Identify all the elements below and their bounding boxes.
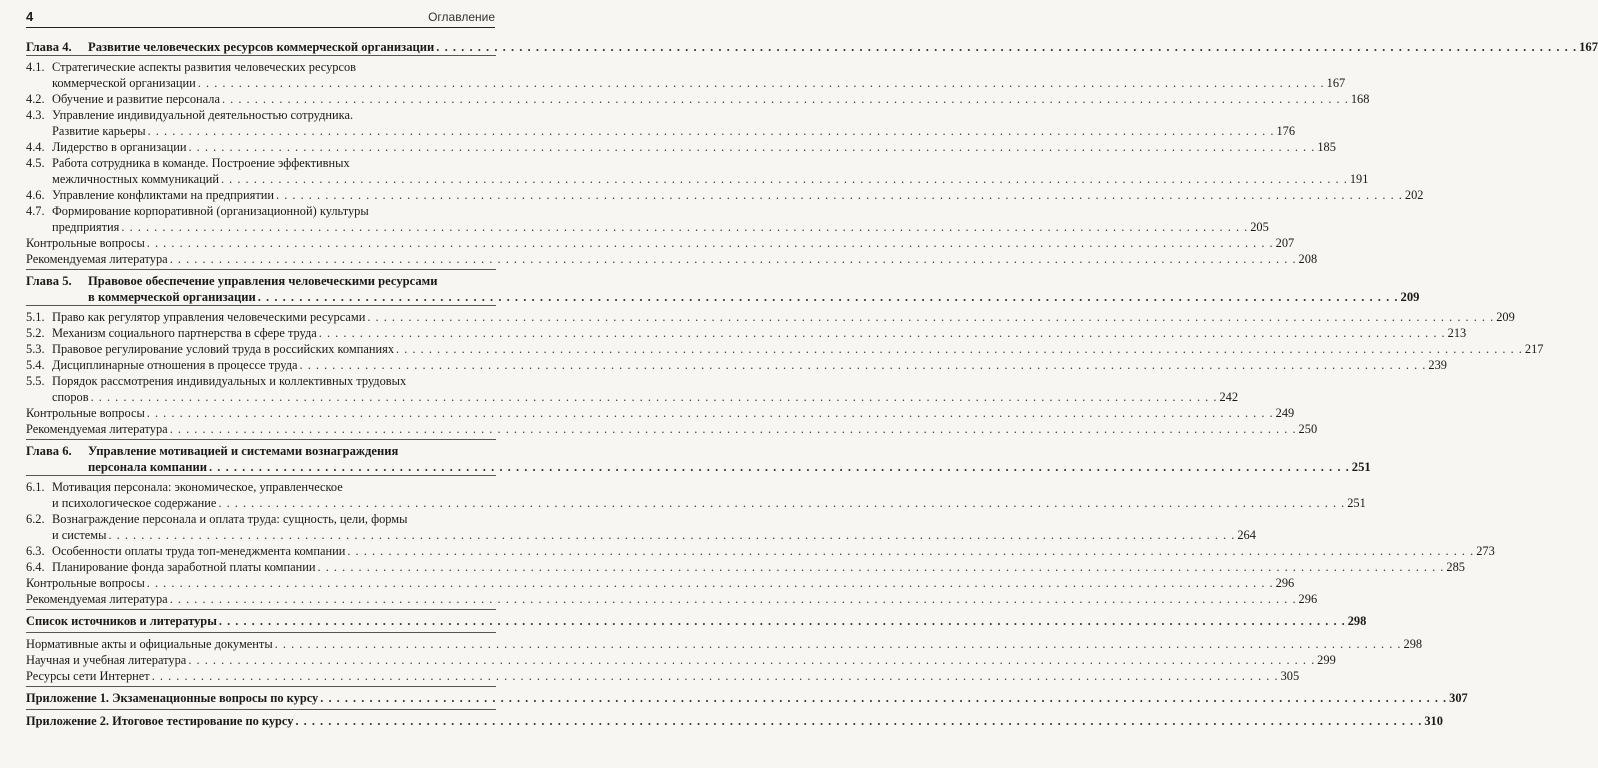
- toc-entry-title: коммерческой организации: [52, 76, 196, 90]
- toc-entry: [26, 155, 1369, 187]
- dot-leader: [148, 123, 1275, 139]
- toc-entry-number: 5.1.: [26, 310, 45, 324]
- toc-entry-number: 6.1.: [26, 480, 45, 494]
- toc-page-number: 167: [1579, 40, 1598, 54]
- toc-page-number: 251: [1347, 496, 1366, 510]
- toc-entry-number: 5.3.: [26, 342, 45, 356]
- toc-entry-title: споров: [52, 390, 89, 404]
- toc-page-number: 251: [1351, 460, 1371, 474]
- toc-entry: [26, 187, 1424, 203]
- toc-entry-number: 5.4.: [26, 358, 45, 372]
- toc-entry-number: 4.5.: [26, 156, 45, 170]
- dot-leader: [258, 289, 1399, 305]
- toc-entry: [26, 59, 1346, 91]
- toc-entry: [26, 591, 1318, 607]
- toc-page-number: 296: [1298, 592, 1318, 606]
- toc-entry: [26, 357, 1447, 373]
- table-of-contents: [26, 36, 1598, 732]
- toc-entry: [26, 139, 1336, 155]
- toc-entry-title: Контрольные вопросы: [26, 576, 145, 590]
- toc-entry: [26, 421, 1318, 437]
- toc-entry: [26, 91, 1370, 107]
- toc-entry-title: Приложение 2. Итоговое тестирование по курсу: [26, 714, 294, 728]
- toc-entry: [26, 235, 1295, 251]
- dot-leader: [318, 559, 1445, 575]
- dot-leader: [300, 357, 1427, 373]
- section-divider: [26, 709, 496, 710]
- toc-entry: [26, 309, 1515, 325]
- dot-leader: [170, 251, 1297, 267]
- toc-page-number: 176: [1276, 124, 1296, 138]
- toc-page-number: 168: [1350, 92, 1370, 106]
- toc-entry: [26, 690, 1468, 706]
- toc-entry-title: Список источников и литературы: [26, 614, 217, 628]
- toc-entry-number: 6.3.: [26, 544, 45, 558]
- toc-entry: [26, 203, 1269, 235]
- toc-page-number: 298: [1347, 614, 1367, 628]
- toc-entry-number: Глава 6.: [26, 444, 72, 458]
- dot-leader: [147, 575, 1274, 591]
- toc-entry-title: Управление индивидуальной деятельностью сотрудника.: [52, 108, 354, 122]
- dot-leader: [219, 613, 1346, 629]
- toc-entry: [26, 341, 1544, 357]
- toc-entry-title: Мотивация персонала: экономическое, управленческое: [52, 480, 343, 494]
- section-divider: [26, 439, 496, 440]
- toc-page-number: 242: [1219, 390, 1239, 404]
- toc-page-number: 209: [1496, 310, 1515, 324]
- toc-page-number: 208: [1298, 252, 1318, 266]
- toc-page-number: 264: [1237, 528, 1256, 542]
- toc-page-number: 249: [1275, 406, 1295, 420]
- toc-entry-title: Рекомендуемая литература: [26, 592, 168, 606]
- toc-entry-number: 5.2.: [26, 326, 45, 340]
- toc-entry-number: 6.2.: [26, 512, 45, 526]
- toc-page-number: 305: [1280, 669, 1300, 683]
- toc-entry-title: Ресурсы сети Интернет: [26, 669, 150, 683]
- toc-entry-title: в коммерческой организации: [88, 290, 256, 304]
- toc-entry: [26, 325, 1467, 341]
- dot-leader: [218, 495, 1345, 511]
- dot-leader: [221, 171, 1348, 187]
- toc-entry: [26, 613, 1367, 629]
- toc-entry-number: 4.4.: [26, 140, 45, 154]
- toc-entry-title: и психологическое содержание: [52, 496, 217, 510]
- toc-entry-title: предприятия: [52, 220, 120, 234]
- toc-entry: [26, 713, 1443, 729]
- toc-entry-number: Глава 4.: [26, 40, 72, 54]
- toc-page-number: 213: [1447, 326, 1467, 340]
- toc-entry-number: 4.3.: [26, 108, 45, 122]
- toc-page-number: 205: [1250, 220, 1269, 234]
- dot-leader: [188, 139, 1315, 155]
- toc-entry-title: Формирование корпоративной (организационной) культуры: [52, 204, 369, 218]
- dot-leader: [319, 325, 1446, 341]
- toc-entry: [26, 543, 1495, 559]
- toc-chapter: [26, 39, 1598, 56]
- toc-entry-number: 4.6.: [26, 188, 45, 202]
- toc-entry-title: персонала компании: [88, 460, 207, 474]
- dot-leader: [436, 39, 1577, 55]
- toc-entry-title: Контрольные вопросы: [26, 406, 145, 420]
- toc-entry-title: Нормативные акты и официальные документы: [26, 637, 273, 651]
- toc-entry: [26, 511, 1256, 543]
- toc-entry-title: Стратегические аспекты развития человеческих ресурсов: [52, 60, 357, 74]
- toc-entry-title: Планирование фонда заработной платы компании: [52, 560, 316, 574]
- toc-page-number: 296: [1275, 576, 1295, 590]
- dot-leader: [147, 405, 1274, 421]
- toc-entry-title: Вознаграждение персонала и оплата труда: сущность, цели, формы: [52, 512, 408, 526]
- toc-entry-number: 4.7.: [26, 204, 45, 218]
- toc-page-number: 207: [1275, 236, 1295, 250]
- toc-page-number: 185: [1317, 140, 1336, 154]
- toc-entry-title: Обучение и развитие персонала: [52, 92, 220, 106]
- toc-entry-title: Научная и учебная литература: [26, 653, 187, 667]
- page-number: 4: [26, 9, 34, 24]
- toc-entry-title: Развитие карьеры: [52, 124, 146, 138]
- toc-entry-title: Порядок рассмотрения индивидуальных и коллективных трудовых: [52, 374, 407, 388]
- toc-entry-number: 4.1.: [26, 60, 45, 74]
- dot-leader: [147, 235, 1274, 251]
- running-title: Оглавление: [428, 10, 495, 24]
- toc-entry-number: Глава 5.: [26, 274, 72, 288]
- toc-entry-title: Управление мотивацией и системами вознаграждения: [88, 444, 399, 458]
- toc-entry-number: 4.2.: [26, 92, 45, 106]
- toc-entry-title: Механизм социального партнерства в сфере труда: [52, 326, 317, 340]
- toc-entry-title: Управление конфликтами на предприятии: [52, 188, 275, 202]
- toc-entry: [26, 652, 1336, 668]
- toc-page-number: 307: [1449, 691, 1468, 705]
- toc-page-number: 167: [1326, 76, 1346, 90]
- running-header: [26, 6, 495, 28]
- dot-leader: [188, 652, 1315, 668]
- toc-entry: [26, 251, 1318, 267]
- toc-page-number: 202: [1404, 188, 1424, 202]
- dot-leader: [222, 91, 1349, 107]
- toc-page-number: 285: [1446, 560, 1465, 574]
- toc-page-number: 273: [1476, 544, 1495, 558]
- toc-entry: [26, 107, 1296, 139]
- dot-leader: [198, 75, 1325, 91]
- dot-leader: [320, 690, 1447, 706]
- toc-entry: [26, 575, 1295, 591]
- toc-page-number: 310: [1424, 714, 1443, 728]
- dot-leader: [396, 341, 1523, 357]
- toc-entry: [26, 636, 1423, 652]
- toc-chapter: [26, 273, 1420, 306]
- toc-entry: [26, 668, 1300, 684]
- toc-entry-title: Рекомендуемая литература: [26, 422, 168, 436]
- dot-leader: [152, 668, 1279, 684]
- toc-entry-title: межличностных коммуникаций: [52, 172, 219, 186]
- toc-page-number: 209: [1400, 290, 1420, 304]
- toc-entry-title: Приложение 1. Экзаменационные вопросы по курсу: [26, 691, 319, 705]
- toc-page-number: 250: [1298, 422, 1318, 436]
- toc-chapter: [26, 443, 1371, 476]
- toc-entry: [26, 479, 1366, 511]
- toc-entry-title: Контрольные вопросы: [26, 236, 145, 250]
- toc-entry: [26, 373, 1239, 405]
- toc-entry-title: Право как регулятор управления человеческими ресурсами: [52, 310, 366, 324]
- toc-entry-title: Дисциплинарные отношения в процессе труда: [52, 358, 298, 372]
- toc-entry-title: Правовое обеспечение управления человеческими ресурсами: [88, 274, 438, 288]
- dot-leader: [275, 636, 1402, 652]
- toc-entry-title: и системы: [52, 528, 107, 542]
- dot-leader: [170, 421, 1297, 437]
- toc-entry: [26, 405, 1295, 421]
- dot-leader: [276, 187, 1403, 203]
- dot-leader: [91, 389, 1218, 405]
- toc-page-number: 217: [1524, 342, 1544, 356]
- toc-entry-title: Развитие человеческих ресурсов коммерческой организации: [88, 40, 435, 54]
- toc-page-number: 191: [1349, 172, 1369, 186]
- section-divider: [26, 632, 496, 633]
- toc-entry: [26, 559, 1465, 575]
- toc-entry-title: Рекомендуемая литература: [26, 252, 168, 266]
- toc-page-number: 299: [1317, 653, 1336, 667]
- section-divider: [26, 686, 496, 687]
- dot-leader: [108, 527, 1235, 543]
- dot-leader: [170, 591, 1297, 607]
- toc-entry-title: Работа сотрудника в команде. Построение эффективных: [52, 156, 350, 170]
- toc-entry-title: Особенности оплаты труда топ-менеджмента компании: [52, 544, 346, 558]
- dot-leader: [121, 219, 1248, 235]
- toc-entry-title: Правовое регулирование условий труда в российских компаниях: [52, 342, 395, 356]
- toc-page-number: 239: [1428, 358, 1447, 372]
- toc-page-number: 298: [1403, 637, 1423, 651]
- dot-leader: [347, 543, 1474, 559]
- toc-entry-number: 6.4.: [26, 560, 45, 574]
- section-divider: [26, 609, 496, 610]
- toc-entry-title: Лидерство в организации: [52, 140, 187, 154]
- dot-leader: [295, 713, 1422, 729]
- section-divider: [26, 269, 496, 270]
- dot-leader: [367, 309, 1494, 325]
- dot-leader: [209, 459, 1350, 475]
- toc-entry-number: 5.5.: [26, 374, 45, 388]
